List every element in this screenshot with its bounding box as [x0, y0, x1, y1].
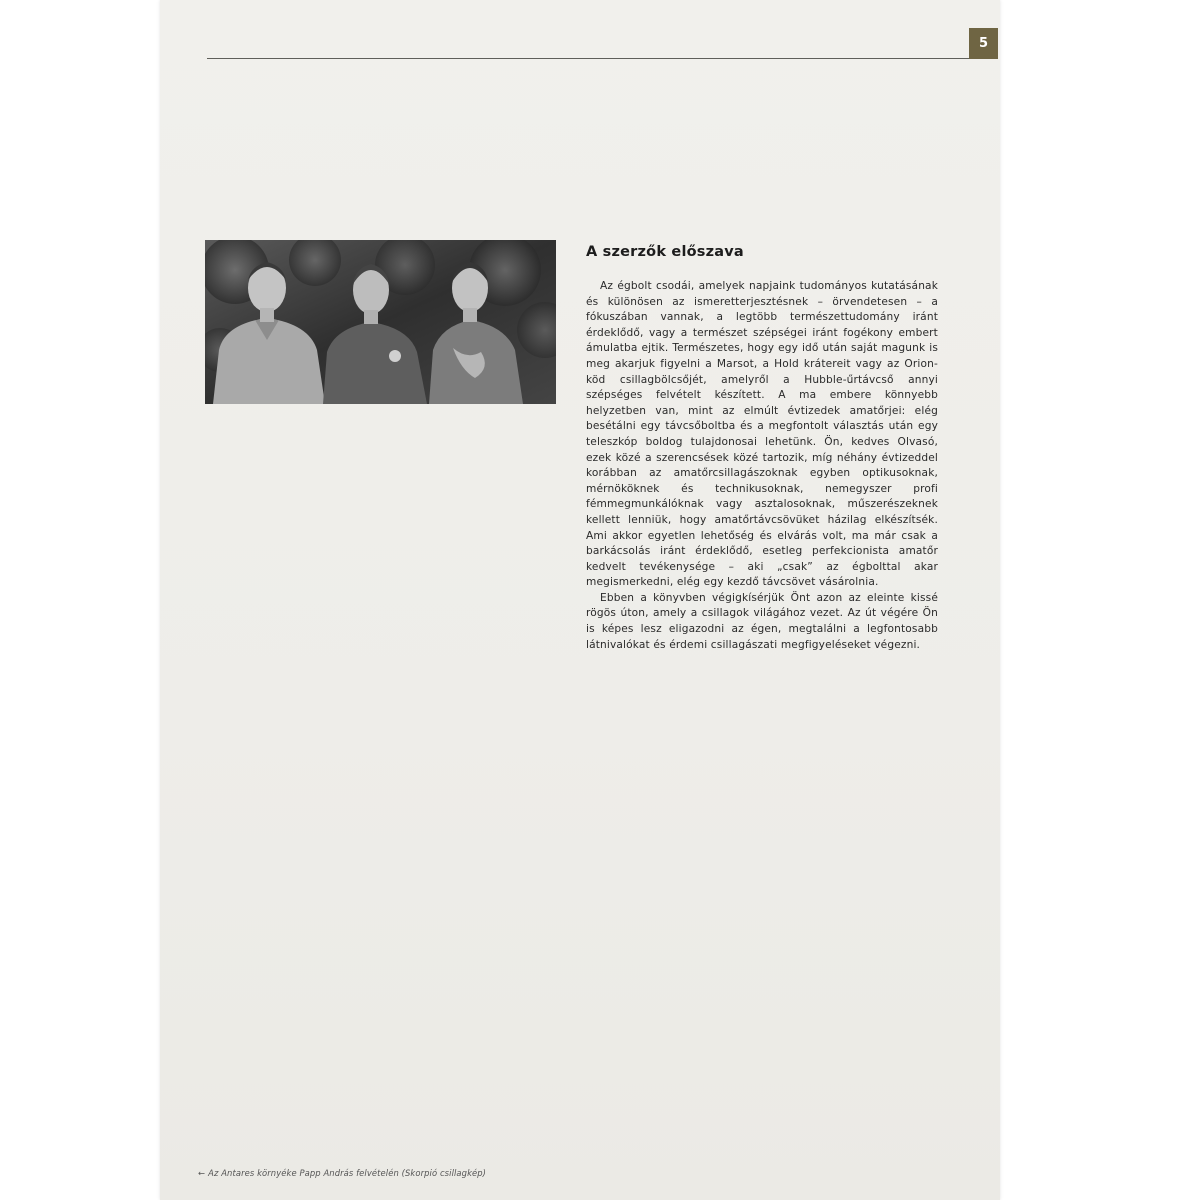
paragraph: Az égbolt csodái, amelyek napjaink tudományos kutatásának és különösen az ismeretterjesztésnek – örvendetesen – a fókuszában vannak, a legtöbb természettudomány iránt érdeklődő, vagy a természet szépségei iránt fogékony embert ámulatba ejtik. Természetes, hogy egy idő után saját magunk is meg akarjuk figyelni a Marsot, a Hold krátereit vagy az Orion-köd csillagbölcsőjét, amelyről a Hubble-űrtávcső annyi szépséges felvételt készített. A ma embere könnyebb helyzetben van, mint az elmúlt évtizedek amatőrjei: elég besétálni egy távcsőboltba és a megfontolt választás után egy teleszkóp boldog tulajdonosai lehetünk. Ön, kedves Olvasó, ezek közé a szerencsések közé tartozik, míg néhány évtizeddel korábban az amatőrcsillagászoknak egyben optikusoknak, mérnököknek és technikusoknak, nemegyszer profi fémmegmunkálóknak vagy asztalosoknak, műszerészeknek kellett lenniük, hogy amatőrtávcsövüket házilag elkészítsék. Ami akkor egyetlen lehetőség és elvárás volt, ma már csak a barkácsolás iránt érdeklődő, esetleg perfekcionista amatőr kedvelt tevékenysége – aki „csak” az égbolttal akar megismerkedni, elég egy kezdő távcsövet vásárolnia. — [586, 280, 938, 589]
article-body — [586, 279, 938, 653]
authors-photo — [205, 240, 556, 404]
authors-photo-image — [205, 240, 556, 404]
caption-text: Az Antares környéke Papp András felvételén (Skorpió csillagkép) — [208, 1168, 487, 1178]
paragraph: Ebben a könyvben végigkísérjük Önt azon az eleinte kissé rögös úton, amely a csillagok világához vezet. Az út végére Ön is képes lesz eligazodni az égen, megtalálni a legfontosabb látnivalókat és érdemi csillagászati megfigyeléseket végezni. — [586, 591, 938, 651]
image-caption — [198, 1168, 486, 1178]
book-page — [160, 0, 1000, 1200]
header-rule — [207, 58, 995, 59]
arrow-left-icon: ← — [198, 1168, 206, 1178]
article-heading: A szerzők előszava — [586, 244, 744, 260]
page-number-badge: 5 — [969, 28, 998, 59]
